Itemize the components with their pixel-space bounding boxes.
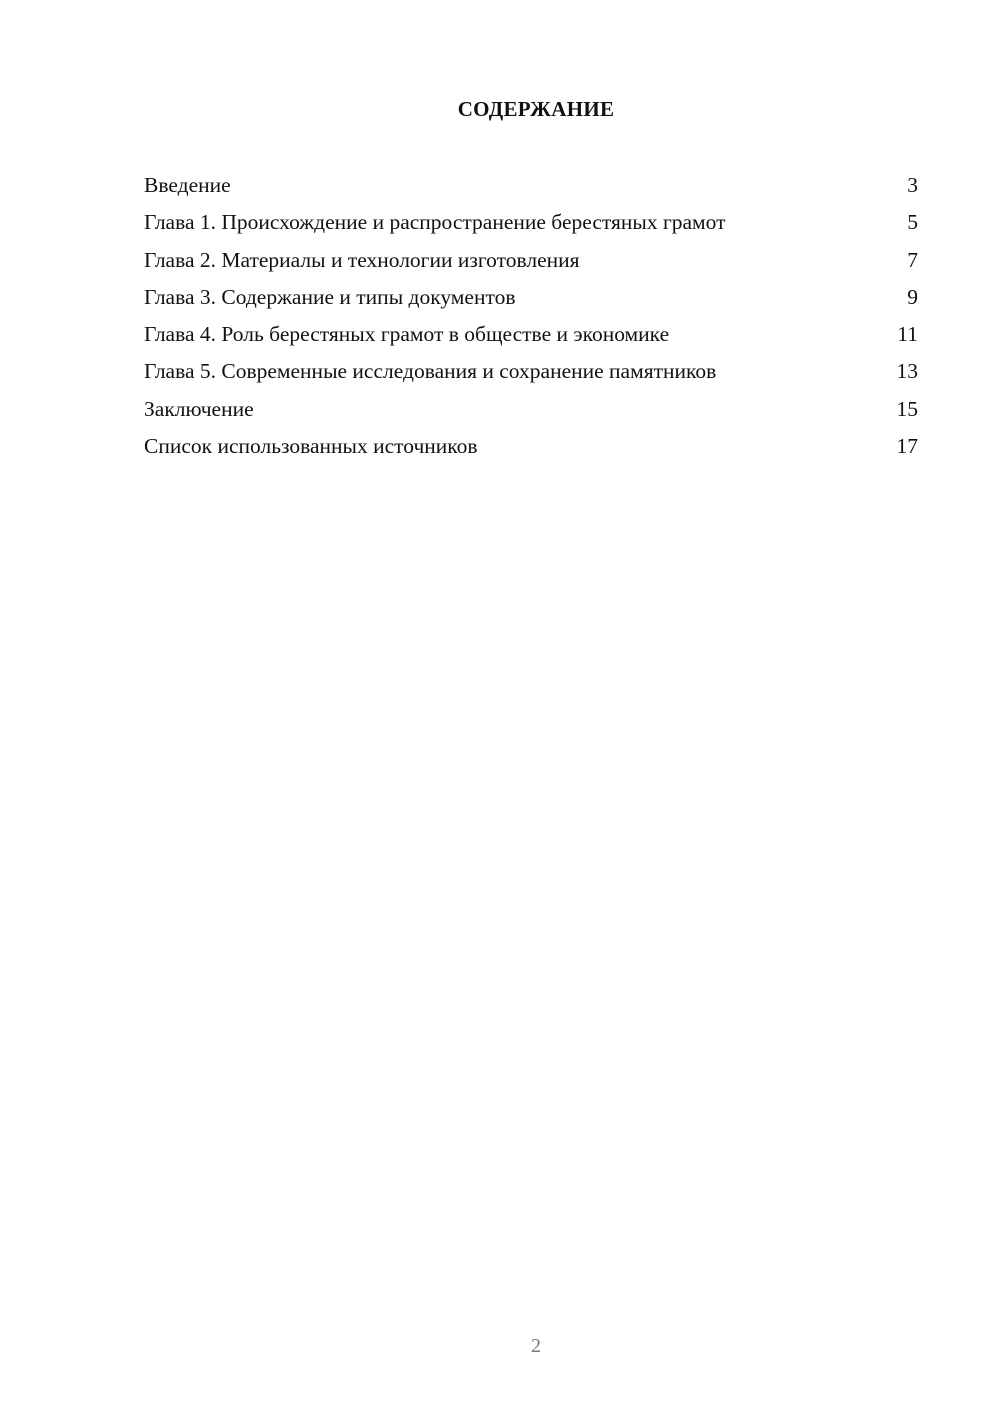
toc-entry-label: Глава 5. Современные исследования и сохранение памятников: [144, 359, 717, 384]
toc-entry-page: 9: [907, 284, 918, 309]
toc-entry: [144, 319, 918, 356]
toc-entry: [144, 282, 918, 319]
toc-entry-page: 7: [907, 247, 918, 272]
toc-entry-page: 11: [897, 322, 918, 347]
toc-entry-label: Список использованных источников: [144, 434, 478, 459]
toc-entry-page: 3: [907, 173, 918, 197]
toc-entry-label: Глава 1. Происхождение и распространение берестяных грамот: [144, 210, 726, 235]
toc-entry: [144, 431, 918, 468]
toc-entry-page: 5: [907, 210, 918, 235]
toc-entry: [144, 207, 918, 244]
toc-entry: [144, 245, 918, 282]
page-number: 2: [531, 1335, 541, 1357]
toc-entry-label: Введение: [144, 173, 231, 197]
toc-entry: [144, 356, 918, 393]
toc-entry-label: Глава 4. Роль берестяных грамот в обществе и экономике: [144, 322, 670, 347]
table-of-contents: [144, 170, 918, 468]
toc-entry-page: 13: [896, 359, 918, 384]
toc-entry-label: Заключение: [144, 396, 254, 421]
page-title: СОДЕРЖАНИЕ: [457, 97, 615, 121]
toc-entry-page: 17: [896, 434, 918, 459]
toc-entry-page: 15: [896, 396, 918, 421]
toc-entry-label: Глава 2. Материалы и технологии изготовления: [144, 247, 580, 272]
toc-entry-label: Глава 3. Содержание и типы документов: [144, 284, 516, 309]
toc-entry: [144, 170, 918, 207]
toc-entry: [144, 394, 918, 431]
